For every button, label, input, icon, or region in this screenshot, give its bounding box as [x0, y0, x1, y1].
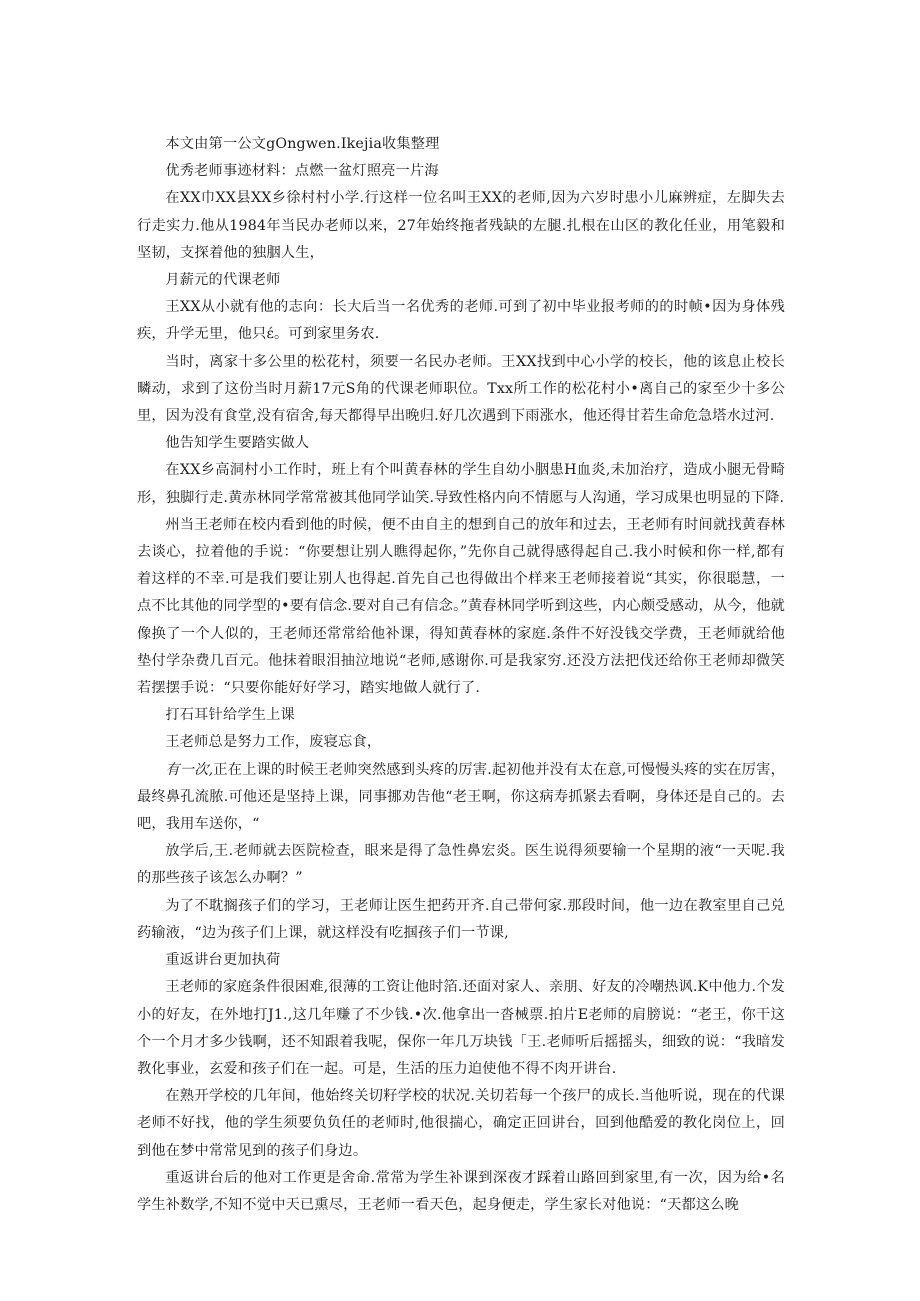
paragraph-headache-body: 正在上课的时候王老帅突然感到头疼的厉害.起初他并没有太在意,可慢慢头疼的实在厉害，最终鼻孔流脓.可他还是坚持上课，同事挪劝告他“老王啊，你这病寿抓紧去看啊，身体还是自己的。去吧，我用车送你，“ [137, 761, 786, 833]
source-line: 本文由第一公文gOngwen.Ikejia收集整理 [165, 136, 440, 152]
paragraph-hospital: 放学后,王.老师就去医院检查，眼来是得了急性鼻宏炎。医生说得须要输一个星期的液“一天呢.我的那些孩子该怎么办啊？” [137, 843, 785, 887]
paragraph-hard-work: 王老师总是努力工作，废寝忘食， [165, 734, 382, 751]
paragraph-heart-talk: 州当王老师在校内看到他的时候，便不由自主的想到自己的放年和过去，王老师有时间就找黄春林去谈心，拉着他的手说：“你要想让别人瞧得起你，”先你自己就得感得起自己.我小时候和你一样,都有着这样的不幸.可是我们要让别人也得起.首先自己也得做出个样来王老师接着说“其实，你很聪慧，一点不比其他的同学型的•要有信念.要对自己有信念。”黄春林同学听到这些，内心颇受感动，从今，他就像换了一个人似的，王老师还常常给他补课，得知黄春林的家庭.条件不好没钱交学费，王老师就给他垫付学杂费几百元。他抹着眼泪抽泣地说“老师,感谢你.可是我家穷.还没方法把伐还给你王老师却微笑若摆摆手说：“只要你能好好学习，踏实地做人就行了. [137, 516, 785, 697]
paragraph-student-huang: 在XX乡高洞村小工作时，班上有个叫黄春林的学生自幼小胭患H血炎,未加治疗，造成小腿无骨畸形，独脚行走.黄赤林同学常常被其他同学讪笑.导致性格内向不情愿与人沟通，学习成果也明显的下降. [137, 462, 785, 506]
paragraph-substitute-job: 当时，离家十多公里的松花村，须要一名民办老师。王XX找到中心小学的校长，他的该息止校长疄动，求到了这份当时月薪17元S角的代课老师职位。Txx所工作的松花村小•离自己的家至少十多公里，因为没有食堂,没有宿舍,每天都得早出晚归.好几次遇到下雨涨水，他还得甘若生命危急塔水过河. [137, 353, 785, 425]
paragraph-intro: 在XX巾XX县XX乡徐村村小学.行这样一位名叫王XX的老师,因为六岁时患小儿麻辨症，左脚失去行走实力.他从1984年当民办老师以来，27年始终拖者残缺的左腿.扎根在山区的教化任业，用笔毅和坚韧，支探着他的独胭人生， [137, 190, 785, 261]
paragraph-dedication: 重返讲台后的他对工作更是舍命.常常为学生补课到深夜才踩着山路回到家里,有一次，因为给•名学生补数学,不知不觉中天已熏尽，王老师一看天色，起身便走，学生家长对他说：“天都这么晚 [137, 1169, 785, 1213]
document-page [137, 131, 785, 1219]
paragraph-headache [137, 757, 785, 839]
paragraph-family-difficulty: 王老师的家庭条件很困难,很薄的工资让他时箔.还面对家人、亲朋、好友的冷嘲热讽.K中他力.个发小的好友，在外地打J1.,这几年赚了不少钱.•次.他拿出一沓械票.拍片E老师的肩膀说：“老王，你干这个一个月才多少钱啊，还不知跟着我呢，保你一年几万块钱「王.老师听后摇摇头，细致的说：“我暗发教化事业，玄爱和孩子们在一起。可是，生活的压力迫使他不得不肉开讲台. [137, 979, 785, 1077]
paragraph-lead-phrase: 有一次, [165, 761, 214, 778]
section-heading-honest-person: 他告知学生要踏实做人 [165, 435, 310, 452]
paragraph-decision-return: 在熟开学校的几年间，他始终关切籽学校的状况.关切若每一个孩尸的成长.当他听说，现在的代课老师不好找，他的学生须要负负任的老师时,他很揣心，确定正回讲台，回到他酷爱的教化岗位上，回到他在梦中常常见到的孩子们身边。 [137, 1088, 785, 1159]
paragraph-self-infusion: 为了不耽搁孩子们的学习，王老师让医生把药开齐.自己带何家.那段时间，他一边在教室里自己兑药输液，“边为孩子们上课，就这样没有吃掴孩子们一节课, [137, 897, 785, 941]
section-heading-monthly-salary: 月薪元的代课老师 [165, 272, 281, 289]
document-title: 优秀老师事迹材料：点燃一盆灯照亮一片海 [165, 163, 439, 180]
section-heading-teaching-with-drip: 打石耳针给学生上课 [165, 707, 295, 724]
section-heading-return-to-podium: 重返讲台更加执荷 [165, 952, 281, 969]
paragraph-aspiration: 王XX从小就有他的志向：长大后当一名优秀的老师.可到了初中毕业报考师的的时帧•因为身体残疾，升学无里，他只έ。可到家里务农. [137, 299, 785, 343]
